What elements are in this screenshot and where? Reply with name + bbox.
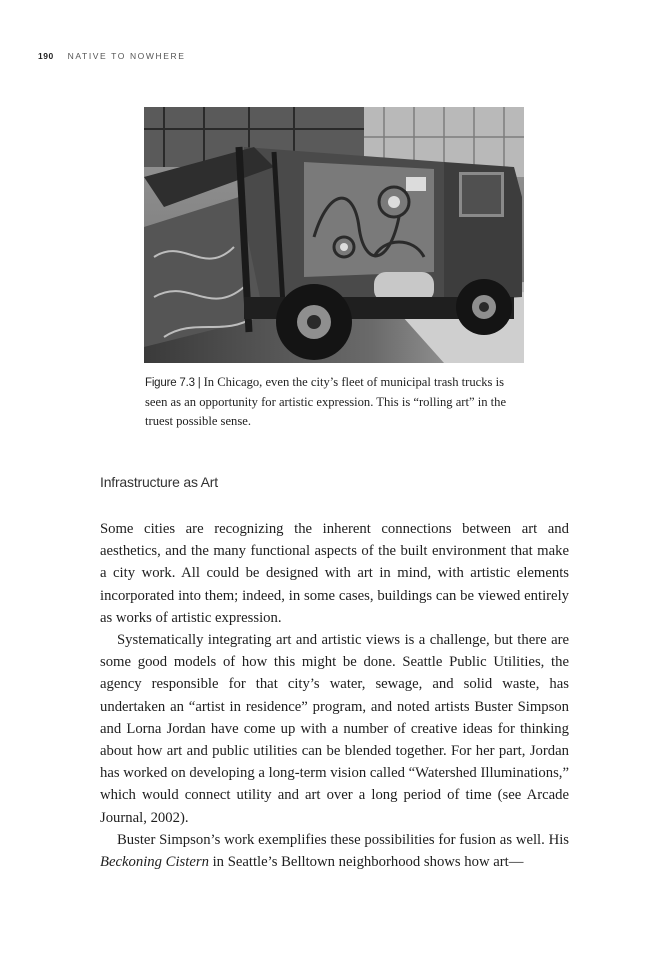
trash-truck-photo <box>144 107 524 363</box>
figure-caption-text: In Chicago, even the city’s fleet of municipal trash trucks is seen as an opportunity for artistic expression. This is “rolling art” in the truest possible sense. <box>145 375 507 428</box>
section-heading: Infrastructure as Art <box>100 474 218 490</box>
paragraph-3 <box>100 829 569 873</box>
book-title: NATIVE TO NOWHERE <box>67 51 186 61</box>
artwork-title: Beckoning Cistern <box>100 854 209 871</box>
running-head <box>38 51 186 61</box>
paragraph-2: Systematically integrating art and artistic views is a challenge, but there are some good models of how this might be done. Seattle Public Utilities, the agency responsible for that city’s water, sewage, and solid waste, has undertaken an “artist in residence” program, and noted artists Buster Simpson and Lorna Jordan have come up with a number of creative ideas for thinking about how art and public utilities can be blended together. For her part, Jordan has worked on developing a long-term vision called “Watershed Illuminations,” which would connect utility and art over a long period of time (see Arcade Journal, 2002). <box>100 632 569 826</box>
page-number: 190 <box>38 51 54 61</box>
paragraph-3-start: Buster Simpson’s work exemplifies these possibilities for fusion as well. His <box>117 831 569 848</box>
figure-caption <box>145 373 527 431</box>
paragraph-1: Some cities are recognizing the inherent connections between art and aesthetics, and the many functional aspects of the built environment that make a city work. All could be designed with art in mind, with artistic elements incorporated into them; indeed, in some cases, buildings can be viewed entirely as works of artistic expression. <box>100 521 569 626</box>
figure-label: Figure 7.3 | <box>145 377 204 389</box>
body-text <box>100 518 569 873</box>
paragraph-3-end: in Seattle’s Belltown neighborhood shows how art— <box>208 854 524 871</box>
